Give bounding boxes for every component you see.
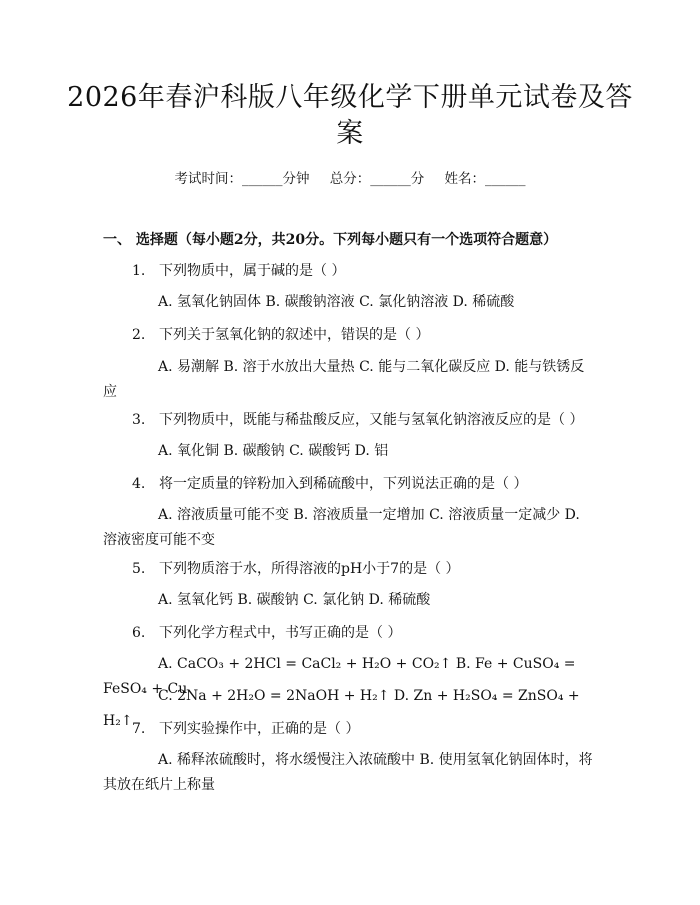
question-stem <box>132 560 602 578</box>
question-options: A. 稀释浓硫酸时，将水缓慢注入浓硫酸中 B. 使用氢氧化钠固体时，将其放在纸片上称量 <box>103 752 593 793</box>
section-heading: 一、 选择题（每小题2分，共20分。下列每小题只有一个选项符合题意） <box>103 232 558 248</box>
question-text: 下列关于氢氧化钠的叙述中，错误的是（ ） <box>159 327 430 343</box>
question-stem <box>132 411 602 429</box>
question-options-cd: C. 2Na + 2H₂O = 2NaOH + H₂↑ D. Zn + H₂SO₄ = ZnSO₄ + H₂↑ <box>103 688 580 729</box>
exam-meta <box>0 170 700 188</box>
question-text: 下列物质中，既能与稀盐酸反应，又能与氢氧化钠溶液反应的是（ ） <box>159 412 584 428</box>
question-number: 4. <box>132 476 146 492</box>
question-number: 7. <box>132 721 146 737</box>
question-options-ab: A. CaCO₃ + 2HCl = CaCl₂ + H₂O + CO₂↑ B. Fe + CuSO₄ = FeSO₄ + Cu <box>103 656 576 697</box>
question-stem <box>132 262 602 280</box>
question-stem <box>132 475 602 493</box>
student-name: 姓名：______ <box>444 171 526 187</box>
question-options: A. 易潮解 B. 溶于水放出大量热 C. 能与二氧化碳反应 D. 能与铁锈反应 <box>103 359 585 400</box>
question-options: A. 氧化铜 B. 碳酸钠 C. 碳酸钙 D. 铝 <box>158 443 389 459</box>
question-text: 下列实验操作中，正确的是（ ） <box>159 721 360 737</box>
exam-time: 考试时间：______分钟 <box>174 171 310 187</box>
question-text: 下列物质溶于水，所得溶液的pH小于7的是（ ） <box>159 561 460 577</box>
page-title: 2026年春沪科版八年级化学下册单元试卷及答案 <box>67 82 633 149</box>
question-text: 下列物质中，属于碱的是（ ） <box>159 263 346 279</box>
question-number: 1. <box>132 263 146 279</box>
question-stem <box>132 720 602 738</box>
question-text: 下列化学方程式中，书写正确的是（ ） <box>159 625 402 641</box>
question-text: 将一定质量的锌粉加入到稀硫酸中，下列说法正确的是（ ） <box>159 476 528 492</box>
question-stem <box>132 326 602 344</box>
total-score: 总分：______分 <box>329 171 425 187</box>
question-number: 3. <box>132 412 146 428</box>
question-number: 2. <box>132 327 146 343</box>
question-options: A. 氢氧化钠固体 B. 碳酸钠溶液 C. 氯化钠溶液 D. 稀硫酸 <box>158 294 515 310</box>
question-options: A. 溶液质量可能不变 B. 溶液质量一定增加 C. 溶液质量一定减少 D. 溶液密度可能不变 <box>103 507 580 548</box>
question-number: 6. <box>132 625 146 641</box>
question-stem <box>132 624 602 642</box>
question-number: 5. <box>132 561 146 577</box>
question-options: A. 氢氧化钙 B. 碳酸钠 C. 氯化钠 D. 稀硫酸 <box>158 592 431 608</box>
